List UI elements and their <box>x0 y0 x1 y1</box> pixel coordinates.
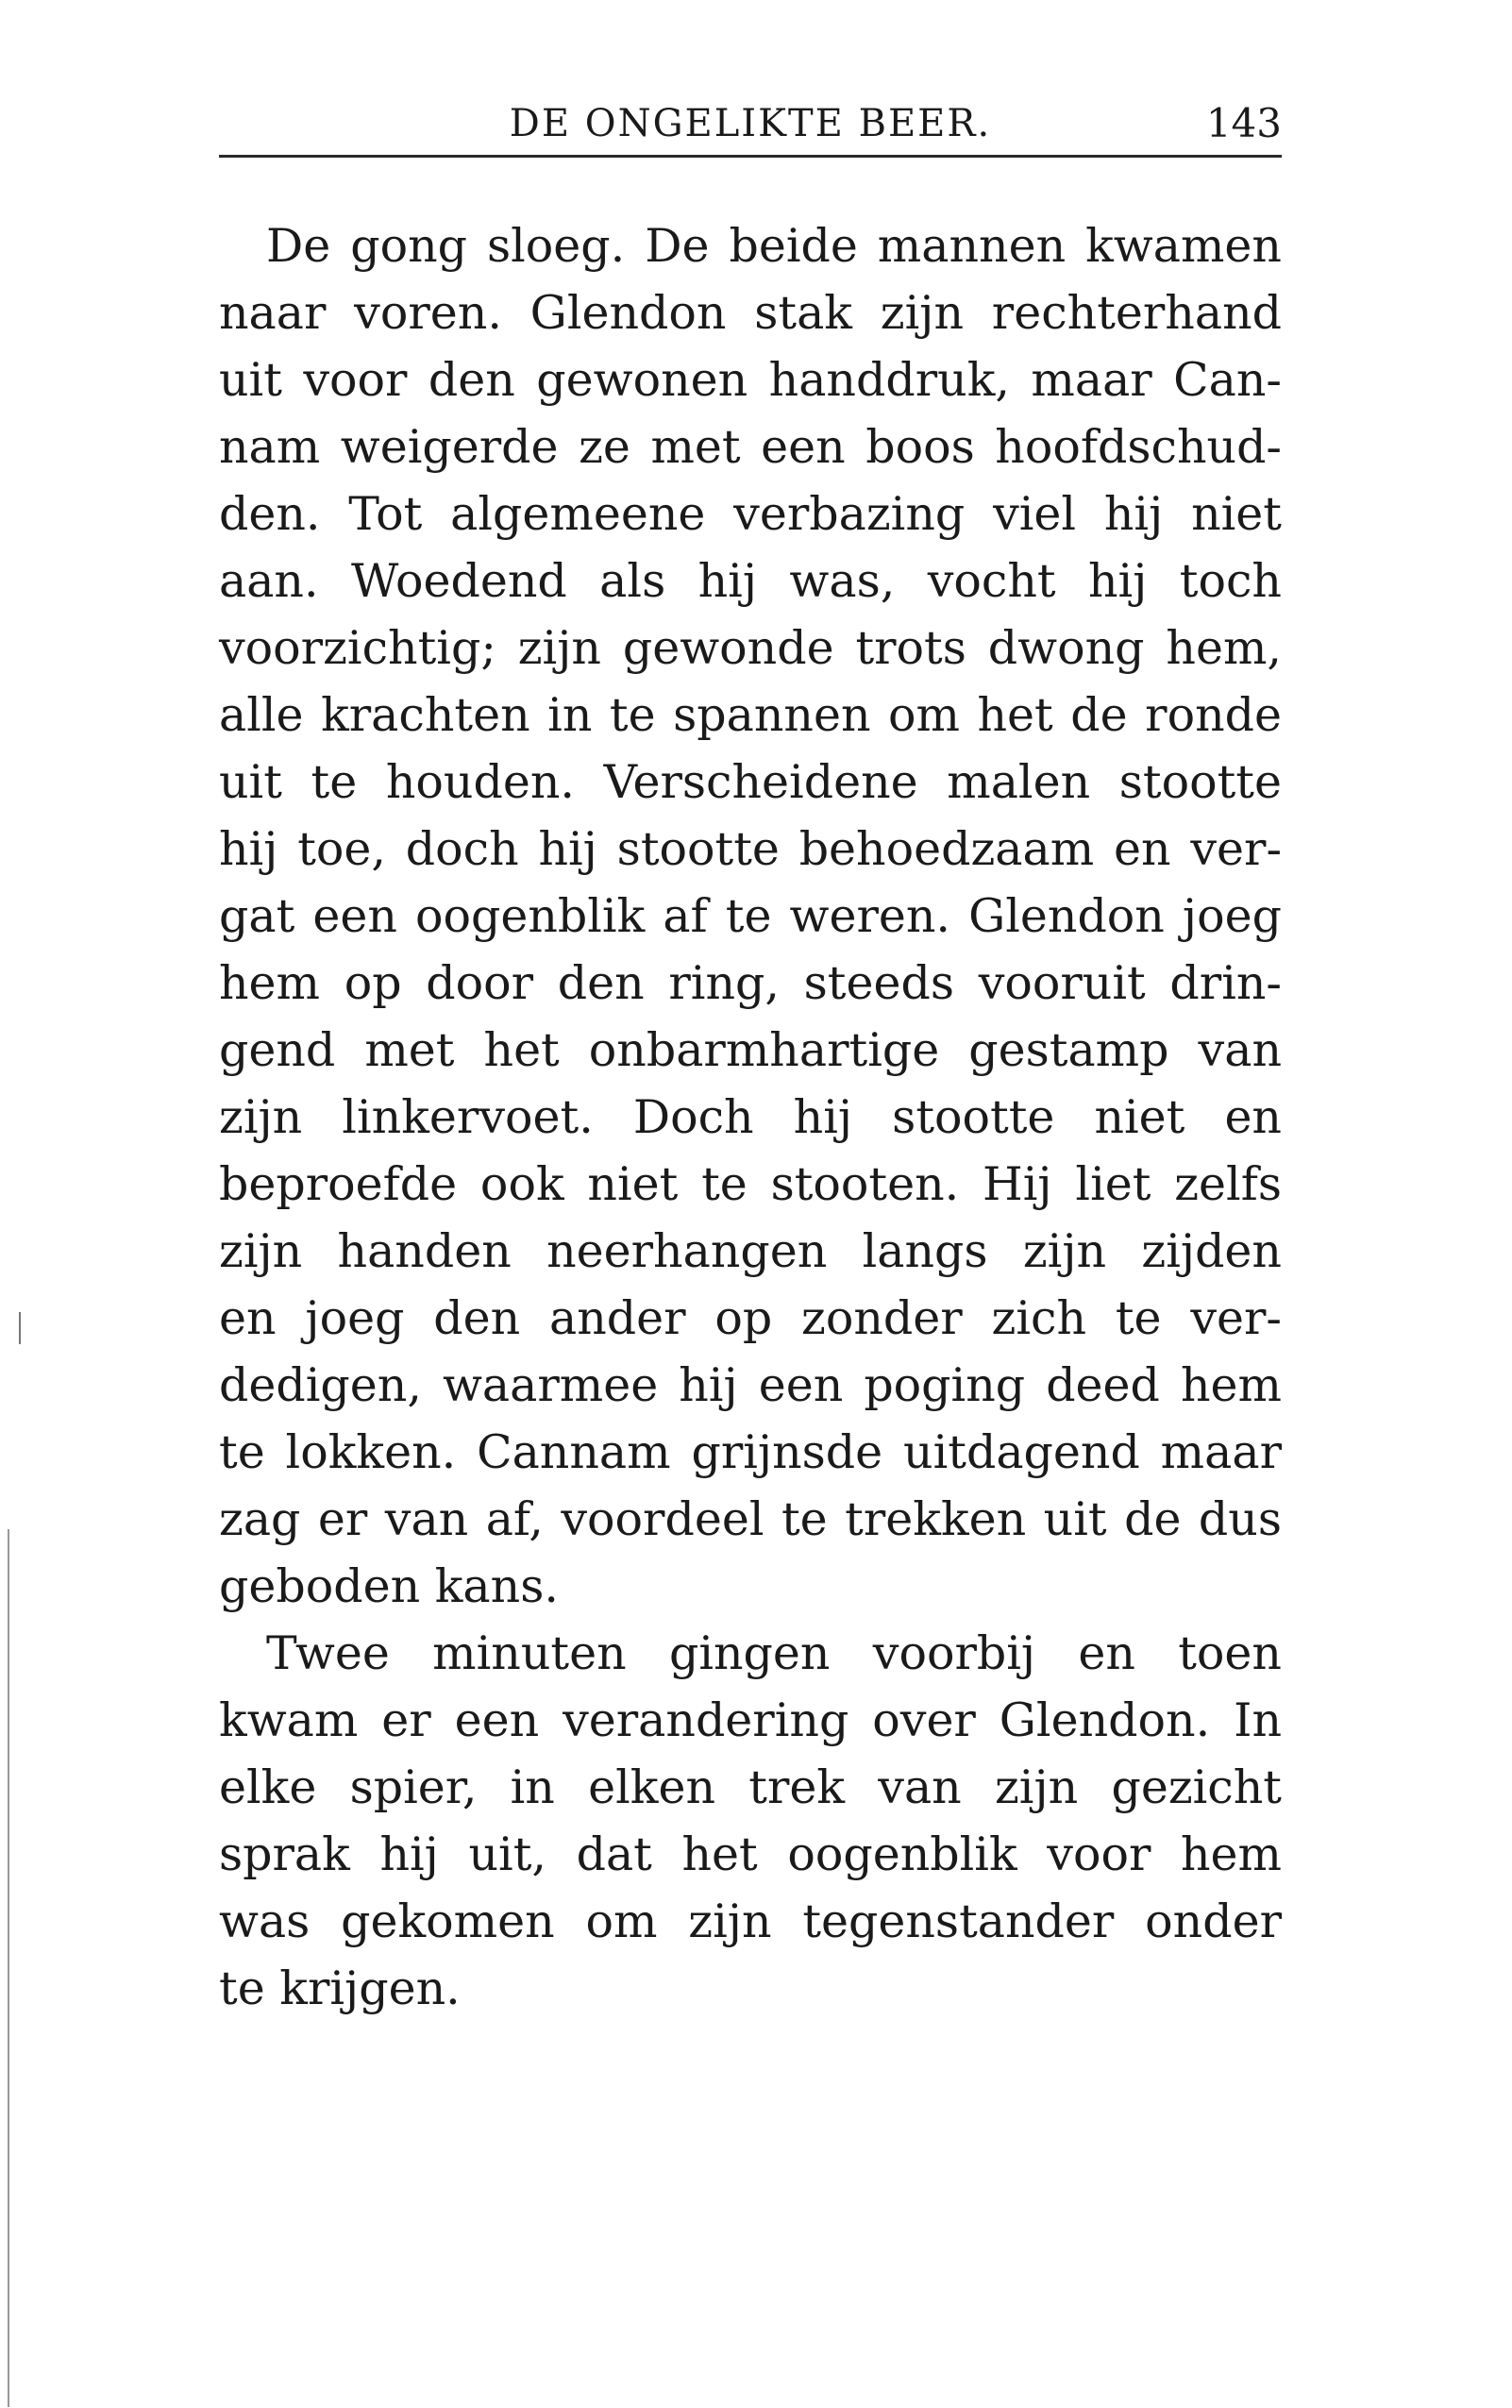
text-line: dedigen, waarmee hij een poging deed hem <box>219 1358 1282 1412</box>
text-line: gend met het onbarmhartige gestamp van <box>219 1023 1282 1077</box>
running-title: DE ONGELIKTE BEER. <box>509 102 992 145</box>
text-line: beproefde ook niet te stooten. Hij liet zelfs <box>219 1157 1282 1211</box>
text-line: Twee minuten gingen voorbij en toen <box>266 1626 1282 1680</box>
text-line: uit te houden. Verscheidene malen stootte <box>219 755 1282 809</box>
scan-speck <box>19 1312 21 1344</box>
running-head <box>219 91 1282 157</box>
text-line: nam weigerde ze met een boos hoofdschud- <box>219 420 1282 474</box>
text-line: gat een oogenblik af te weren. Glendon joeg <box>219 889 1282 943</box>
paragraph-2 <box>219 1620 1282 2022</box>
text-line: naar voren. Glendon stak zijn rechterhand <box>219 286 1282 340</box>
page-number: 143 <box>1205 100 1282 146</box>
text-line: alle krachten in te spannen om het de ronde <box>219 688 1282 742</box>
text-line: hij toe, doch hij stootte behoedzaam en ver- <box>219 822 1282 876</box>
body-text <box>219 212 1282 2022</box>
text-line: zag er van af, voordeel te trekken uit de dus <box>219 1492 1282 1546</box>
text-line: zijn handen neerhangen langs zijn zijden <box>219 1224 1282 1278</box>
text-line: geboden kans. <box>219 1559 559 1613</box>
text-line: elke spier, in elken trek van zijn gezicht <box>219 1760 1282 1814</box>
header-rule <box>219 155 1282 158</box>
text-line: zijn linkervoet. Doch hij stootte niet en <box>219 1090 1282 1144</box>
text-line: kwam er een verandering over Glendon. In <box>219 1693 1282 1747</box>
text-line: sprak hij uit, dat het oogenblik voor hem <box>219 1827 1282 1881</box>
text-line: te lokken. Cannam grijnsde uitdagend maar <box>219 1425 1282 1479</box>
text-line: hem op door den ring, steeds vooruit drin- <box>219 956 1282 1010</box>
text-line: was gekomen om zijn tegenstander onder <box>219 1894 1282 1948</box>
text-line: uit voor den gewonen handdruk, maar Can- <box>219 353 1282 407</box>
scan-edge-mark <box>8 1529 9 2407</box>
text-line: en joeg den ander op zonder zich te ver- <box>219 1291 1282 1345</box>
paragraph-1 <box>219 212 1282 1620</box>
text-line: De gong sloeg. De beide mannen kwamen <box>266 219 1282 273</box>
text-line: den. Tot algemeene verbazing viel hij niet <box>219 487 1282 541</box>
text-line: te krijgen. <box>219 1962 461 2015</box>
text-line: aan. Woedend als hij was, vocht hij toch <box>219 554 1282 608</box>
text-line: voorzichtig; zijn gewonde trots dwong hem, <box>219 621 1282 675</box>
